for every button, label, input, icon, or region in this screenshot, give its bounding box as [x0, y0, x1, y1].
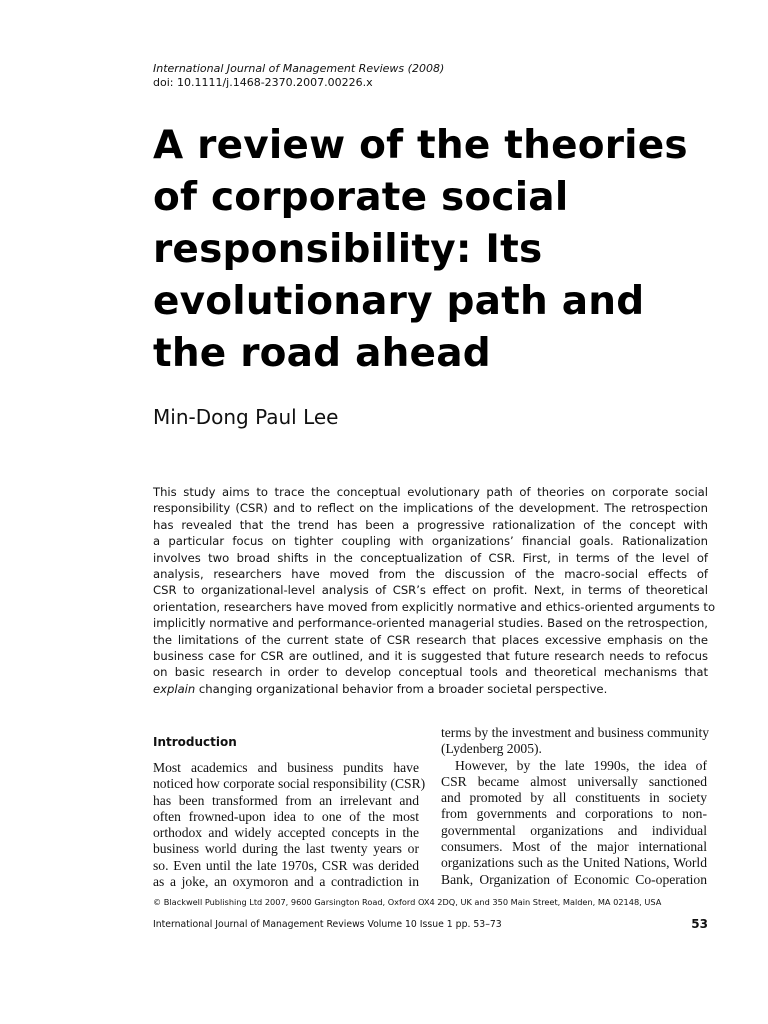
body-line: orthodox and widely accepted concepts in the	[153, 825, 419, 841]
author-name: Min-Dong Paul Lee	[153, 405, 339, 429]
copyright-notice: © Blackwell Publishing Ltd 2007, 9600 Garsington Road, Oxford OX4 2DQ, UK and 350 Main Street, Malden, MA 02148, USA	[153, 897, 662, 907]
title-line: A review of the theories	[153, 123, 688, 168]
journal-header	[153, 62, 444, 90]
body-line: terms by the investment and business community	[441, 725, 710, 740]
section-heading: Introduction	[153, 735, 237, 749]
page-footer	[153, 919, 708, 930]
abstract-line: analysis, researchers have moved from the discussion of the macro-social effects of	[153, 567, 708, 582]
abstract-last-line	[153, 681, 708, 697]
body-line: However, by the late 1990s, the idea of	[455, 757, 707, 773]
abstract-line: involves two broad shifts in the conceptualization of CSR. First, in terms of the level of	[153, 550, 708, 565]
abstract-line: CSR to organizational-level analysis of CSR’s effect on profit. Next, in terms of theoretical	[153, 583, 708, 598]
title-line: of corporate social	[153, 175, 569, 220]
body-line: business world during the last twenty years or	[153, 841, 419, 857]
page-number: 53	[691, 917, 708, 931]
body-line: often frowned-upon idea to one of the most	[153, 808, 419, 824]
body-line: so. Even until the late 1970s, CSR was derided	[153, 857, 419, 873]
title-line: evolutionary path and	[153, 279, 645, 324]
title-line: the road ahead	[153, 331, 491, 376]
body-line: organizations such as the United Nations, World	[441, 855, 707, 871]
abstract-line: on basic research in order to develop conceptual tools and theoretical mechanisms that	[153, 665, 708, 680]
body-line: (Lydenberg 2005).	[441, 741, 542, 757]
abstract-line: has revealed that the trend has been a progressive rationalization of the concept with	[153, 517, 708, 532]
abstract-line: a particular focus on tighter coupling with organizations’ financial goals. Rationalization	[153, 534, 708, 549]
body-line: from governments and corporations to non-	[441, 806, 707, 822]
body-line: Bank, Organization of Economic Co-operation	[441, 871, 707, 887]
body-line: as a joke, an oxymoron and a contradiction in	[153, 874, 419, 890]
body-line: governmental organizations and individual	[441, 822, 707, 838]
abstract-last-text: changing organizational behavior from a broader societal perspective.	[195, 681, 608, 696]
doi: doi: 10.1111/j.1468-2370.2007.00226.x	[153, 76, 373, 89]
abstract-line: responsibility (CSR) and to reflect on the implications of the development. The retrospection	[153, 501, 708, 516]
body-line: consumers. Most of the major international	[441, 839, 707, 855]
body-column-right	[441, 725, 710, 888]
article-title	[153, 120, 733, 380]
abstract-line: orientation, researchers have moved from explicitly normative and ethics-oriented arguments to	[153, 599, 716, 614]
abstract-line: business case for CSR are outlined, and it is suggested that future research needs to refocus	[153, 649, 708, 664]
body-line: CSR became almost universally sanctioned	[441, 773, 707, 789]
journal-name: International Journal of Management Reviews (2008)	[153, 62, 445, 75]
body-column-left	[153, 734, 426, 890]
abstract-line: the limitations of the current state of CSR research that places excessive emphasis on the	[153, 632, 708, 647]
body-line: noticed how corporate social responsibility (CSR)	[153, 776, 426, 792]
abstract-line: implicitly normative and performance-oriented managerial studies. Based on the retrospection,	[153, 616, 708, 631]
abstract	[153, 484, 716, 697]
body-line: and promoted by all constituents in society	[441, 790, 707, 806]
body-line: has been transformed from an irrelevant and	[153, 792, 419, 808]
body-line: Most academics and business pundits have	[153, 760, 419, 775]
abstract-emphasis: explain	[153, 681, 196, 696]
abstract-line: This study aims to trace the conceptual evolutionary path of theories on corporate social	[153, 485, 708, 499]
footer-citation: International Journal of Management Reviews Volume 10 Issue 1 pp. 53–73	[153, 919, 502, 930]
title-line: responsibility: Its	[153, 227, 543, 272]
